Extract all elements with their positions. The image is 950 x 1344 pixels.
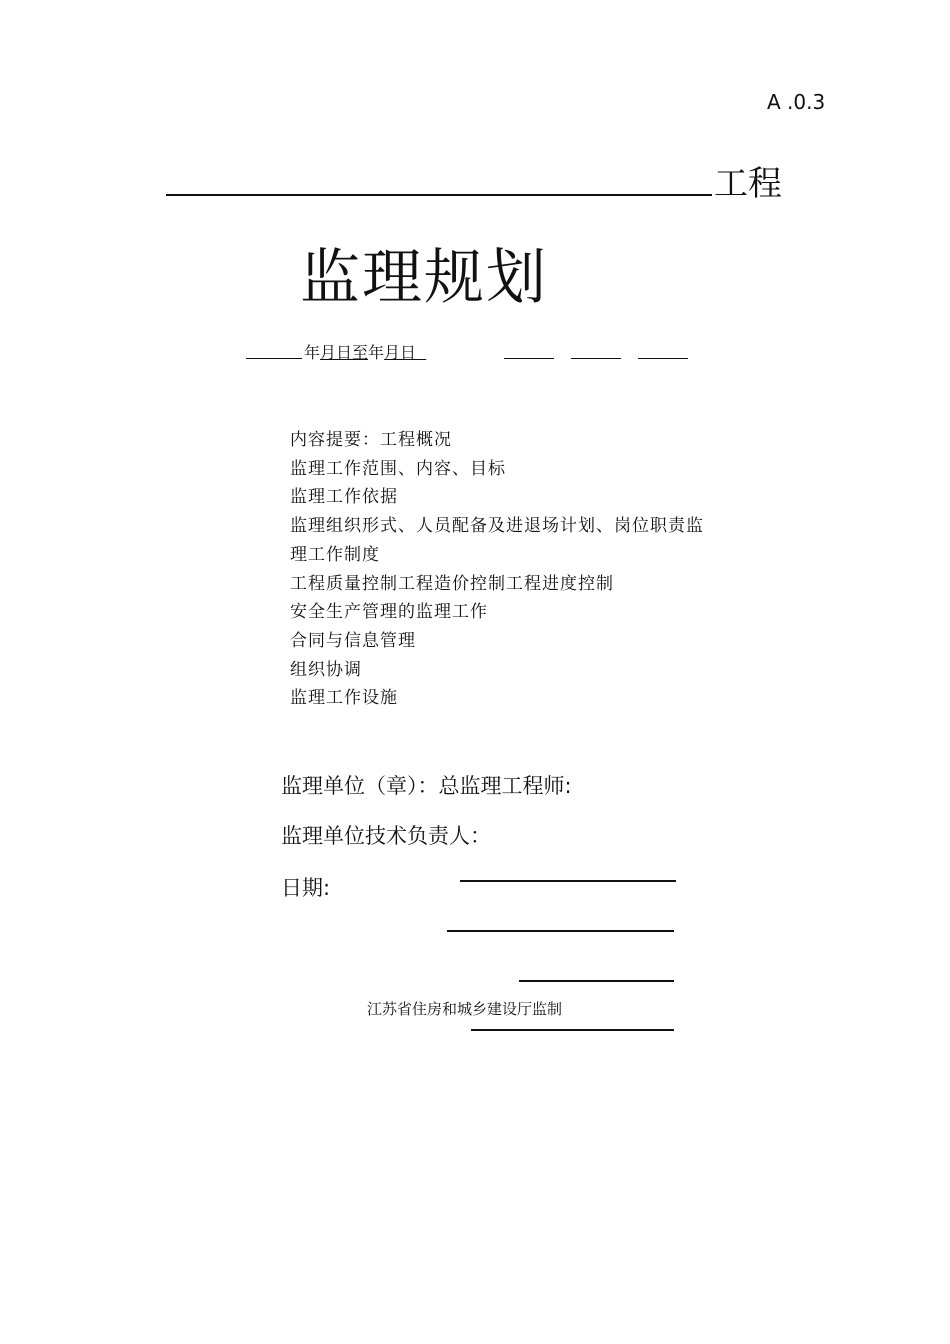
contents-item: 监理工作范围、内容、目标 xyxy=(290,458,506,479)
contents-item: 组织协调 xyxy=(290,659,362,680)
blank-line-b xyxy=(571,358,621,359)
signature-unit-chief: 监理单位（章）：总监理工程师: xyxy=(281,774,572,798)
date-trailing-underline xyxy=(416,343,426,362)
contents-item: 安全生产管理的监理工作 xyxy=(290,602,488,623)
contents-item: 监理工作依据 xyxy=(290,487,398,508)
signature-line-1 xyxy=(460,880,676,882)
signature-line-3 xyxy=(519,980,674,982)
date-year-2: 年 xyxy=(368,343,385,362)
contents-item: 工程质量控制工程造价控制工程进度控制 xyxy=(290,573,614,594)
blank-line-c xyxy=(638,358,688,359)
project-suffix: 工程 xyxy=(714,164,782,204)
contents-item: 合同与信息管理 xyxy=(290,630,416,651)
blank-line-a xyxy=(504,358,554,359)
date-month-day-2: 月日 xyxy=(384,343,417,362)
signature-tech-lead: 监理单位技术负责人： xyxy=(281,824,491,848)
contents-item: 内容提要：工程概况 xyxy=(290,430,452,450)
signature-date: 日期: xyxy=(281,876,331,900)
contents-item: 监理工作设施 xyxy=(290,688,398,709)
form-code: A .0.3 xyxy=(767,90,826,114)
signature-line-2 xyxy=(447,930,674,932)
contents-item: 理工作制度 xyxy=(290,544,380,565)
date-range xyxy=(304,340,426,363)
project-name-line xyxy=(166,194,712,196)
date-year-1: 年 xyxy=(304,343,321,362)
footer-issuer: 江苏省住房和城乡建设厅监制 xyxy=(367,1000,563,1018)
contents-summary xyxy=(290,426,704,713)
contents-item: 监理组织形式、人员配备及进退场计划、岗位职责监 xyxy=(290,516,704,537)
signature-line-4 xyxy=(471,1029,674,1031)
date-year-line-1 xyxy=(246,358,302,359)
document-title: 监理规划 xyxy=(300,243,548,313)
date-month-day-1: 月日至 xyxy=(320,343,369,362)
